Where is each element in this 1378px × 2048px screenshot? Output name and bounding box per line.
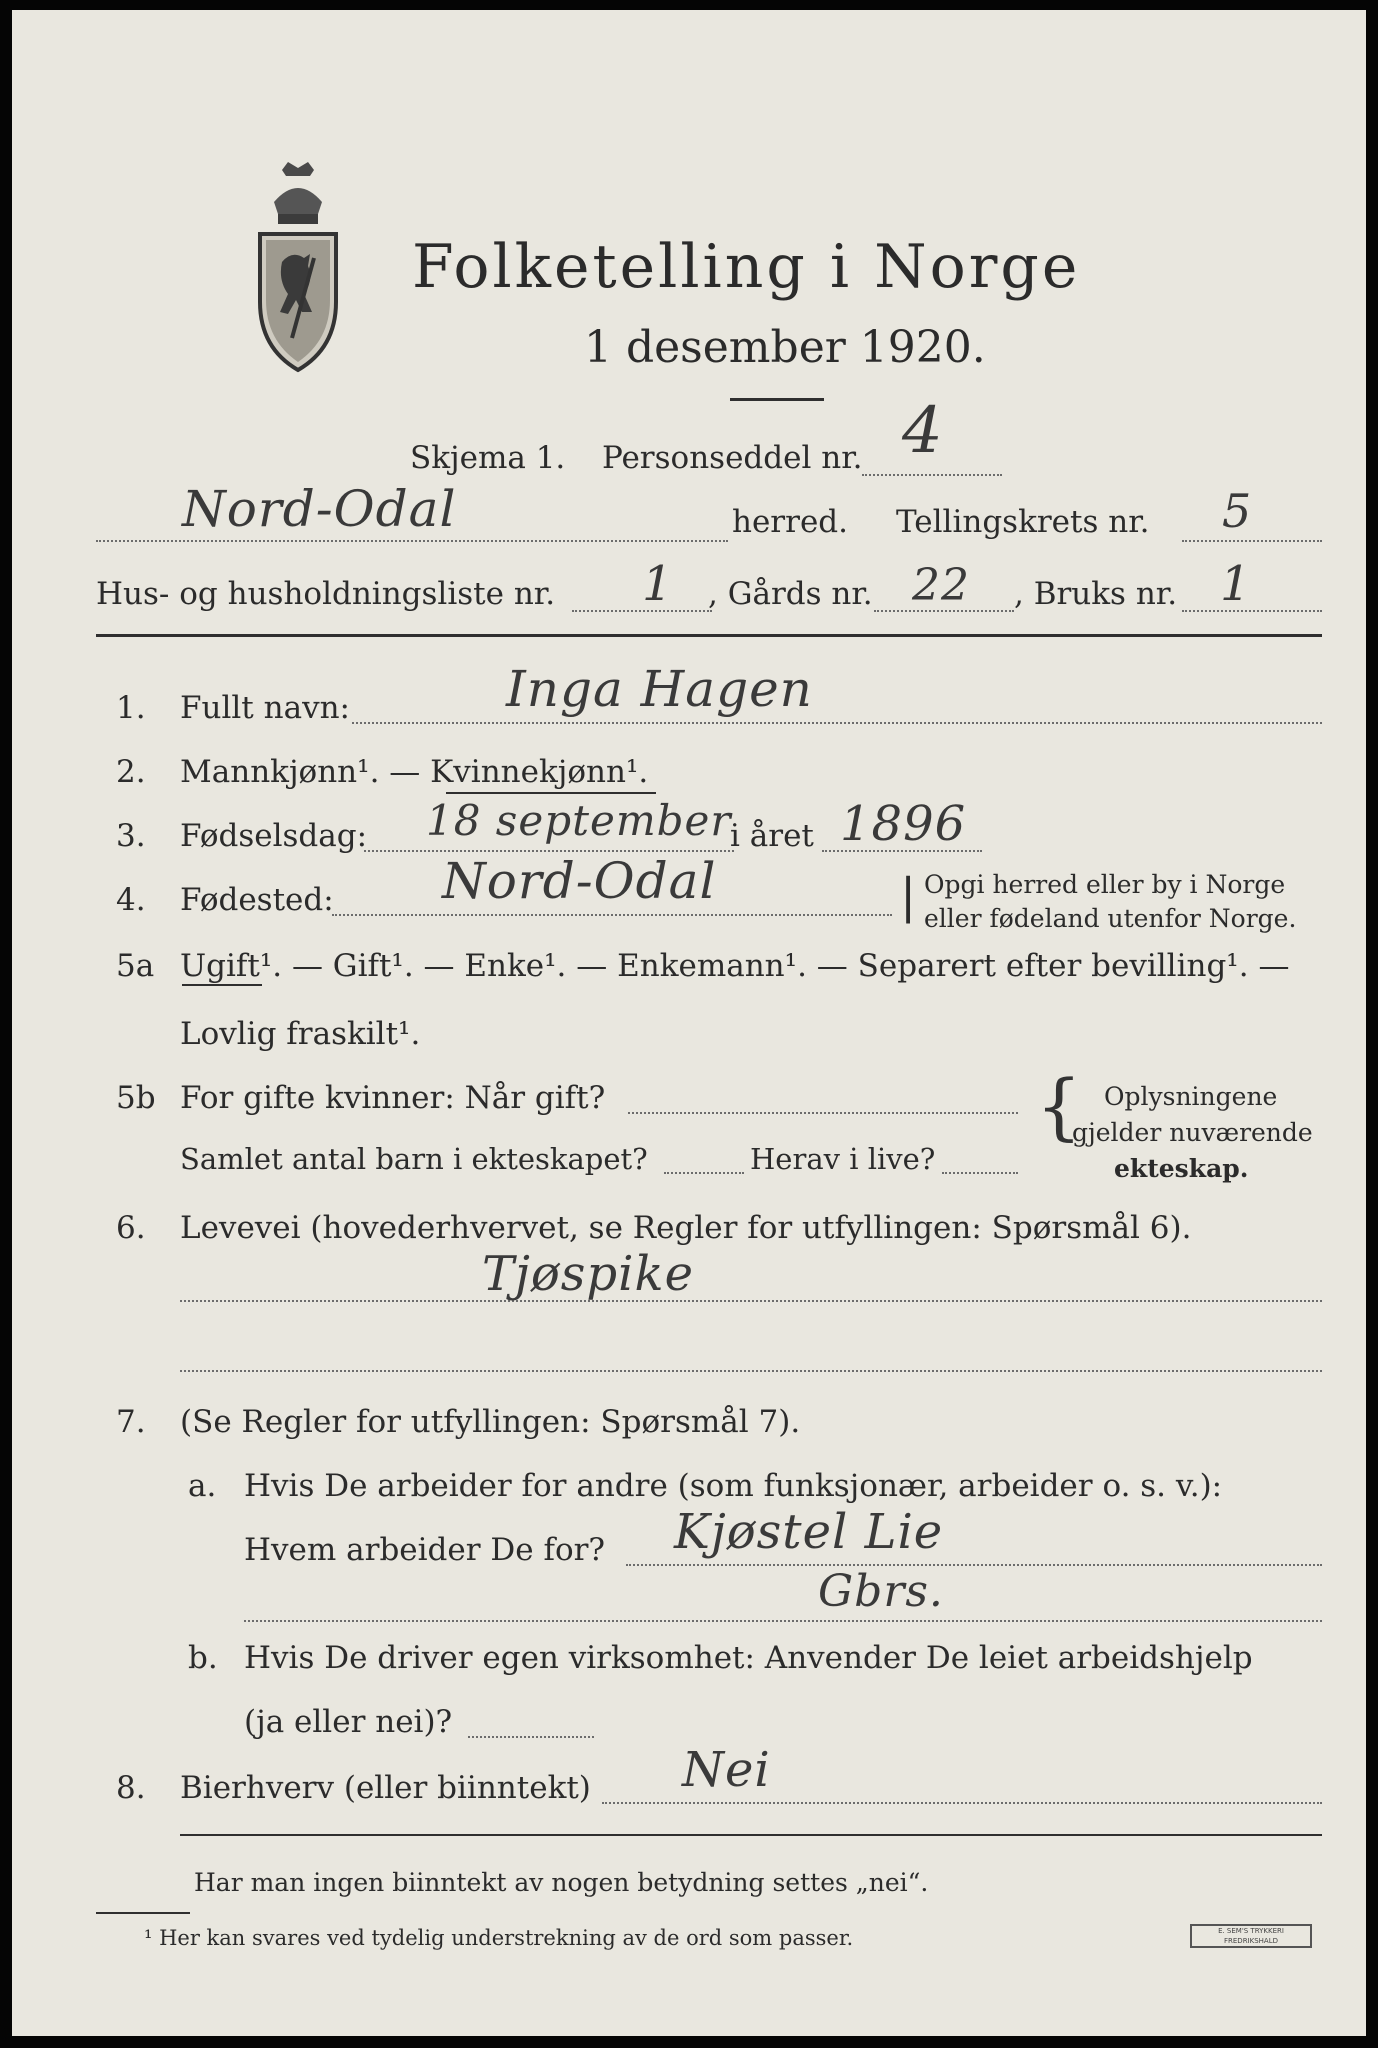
q5a-number: 5a bbox=[116, 948, 155, 984]
q4-note-1: Opgi herred eller by i Norge bbox=[924, 870, 1286, 899]
q7b-line-1: Hvis De driver egen virksomhet: Anvender De leiet arbeidshjelp bbox=[244, 1640, 1253, 1676]
tellingskrets-field[interactable] bbox=[1182, 540, 1322, 542]
personseddel-field[interactable] bbox=[862, 474, 1002, 476]
married-date-field[interactable] bbox=[628, 1112, 1018, 1114]
q5b-line-1: For gifte kvinner: Når gift? bbox=[180, 1080, 606, 1116]
herred-field[interactable] bbox=[96, 540, 728, 542]
q5a-label: Ugift¹. — Gift¹. — Enke¹. — Enkemann¹. — Separert efter bevilling¹. — bbox=[180, 948, 1290, 984]
q5b-note-1: Oplysningene bbox=[1104, 1082, 1278, 1111]
footnote: ¹ Her kan svares ved tydelig understrekning av de ord som passer. bbox=[144, 1926, 854, 1950]
q2-label: Mannkjønn¹. — Kvinnekjønn¹. bbox=[180, 754, 649, 790]
title-divider bbox=[730, 398, 824, 401]
employer-value-1: Kjøstel Lie bbox=[674, 1504, 944, 1560]
footer-note: Har man ingen biinntekt av nogen betydning settes „nei“. bbox=[194, 1868, 929, 1897]
side-income-value: Nei bbox=[682, 1742, 771, 1798]
employer-value-2: Gbrs. bbox=[818, 1566, 944, 1617]
form-title: Folketelling i Norge bbox=[412, 232, 1081, 302]
gards-label: , Gårds nr. bbox=[708, 576, 873, 612]
q3-number: 3. bbox=[116, 818, 146, 854]
bruks-field[interactable] bbox=[1182, 610, 1322, 612]
birthplace-value: Nord-Odal bbox=[442, 852, 717, 910]
q5a-label-2: Lovlig fraskilt¹. bbox=[180, 1016, 421, 1052]
skjema-label: Skjema 1. bbox=[410, 440, 566, 476]
q5a-underline bbox=[182, 984, 262, 986]
herred-label: herred. bbox=[732, 504, 848, 540]
children-alive-field[interactable] bbox=[942, 1172, 1018, 1174]
q3-label: Fødselsdag: bbox=[180, 818, 368, 854]
q7a-line-2: Hvem arbeider De for? bbox=[244, 1532, 606, 1568]
birthdate-value: 18 september bbox=[426, 796, 732, 845]
q6-number: 6. bbox=[116, 1210, 146, 1246]
children-total-field[interactable] bbox=[664, 1172, 744, 1174]
employer-field-1[interactable] bbox=[626, 1564, 1322, 1566]
occupation-field-2[interactable] bbox=[180, 1370, 1322, 1372]
herred-value: Nord-Odal bbox=[182, 480, 457, 538]
q4-bracket: | bbox=[900, 868, 917, 924]
q7b-line-2: (ja eller nei)? bbox=[244, 1704, 453, 1740]
q5b-number: 5b bbox=[116, 1080, 156, 1116]
q7a-line-1: Hvis De arbeider for andre (som funksjonær, arbeider o. s. v.): bbox=[244, 1468, 1223, 1504]
hus-value: 1 bbox=[642, 556, 674, 612]
birthplace-field[interactable] bbox=[332, 914, 892, 916]
q7a-letter: a. bbox=[188, 1468, 217, 1504]
gards-value: 22 bbox=[912, 560, 970, 611]
side-income-field[interactable] bbox=[602, 1802, 1322, 1804]
printer-stamp: E. SEM'S TRYKKERI FREDRIKSHALD bbox=[1190, 1924, 1312, 1948]
tellingskrets-label: Tellingskrets nr. bbox=[896, 504, 1150, 540]
occupation-field-1[interactable] bbox=[180, 1300, 1322, 1302]
hus-label: Hus- og husholdningsliste nr. bbox=[96, 576, 556, 612]
hired-help-field[interactable] bbox=[468, 1736, 594, 1738]
coat-of-arms-icon bbox=[252, 162, 344, 374]
footnote-rule bbox=[96, 1912, 190, 1914]
q8-number: 8. bbox=[116, 1770, 146, 1806]
q2-number: 2. bbox=[116, 754, 146, 790]
q5b-note-2: gjelder nuværende bbox=[1072, 1118, 1313, 1147]
q5b-line-2a: Samlet antal barn i ekteskapet? bbox=[180, 1142, 648, 1176]
q6-label: Levevei (hovederhvervet, se Regler for utfyllingen: Spørsmål 6). bbox=[180, 1210, 1192, 1246]
q1-label: Fullt navn: bbox=[180, 690, 350, 726]
q5b-note-3: ekteskap. bbox=[1114, 1154, 1249, 1183]
q5b-line-2b: Herav i live? bbox=[750, 1142, 936, 1176]
q4-note-2: eller fødeland utenfor Norge. bbox=[924, 904, 1297, 933]
q2-underline bbox=[446, 792, 656, 794]
tellingskrets-value: 5 bbox=[1222, 484, 1253, 538]
employer-field-2[interactable] bbox=[244, 1620, 1322, 1622]
occupation-value: Tjøspike bbox=[482, 1246, 694, 1302]
full-name-value: Inga Hagen bbox=[506, 660, 813, 718]
census-date: 1 desember 1920. bbox=[584, 322, 986, 373]
personseddel-value: 4 bbox=[902, 394, 944, 468]
bruks-label: , Bruks nr. bbox=[1014, 576, 1178, 612]
year-label: i året bbox=[730, 818, 814, 854]
q5b-brace: { bbox=[1036, 1064, 1082, 1148]
q7-number: 7. bbox=[116, 1404, 146, 1440]
bruks-value: 1 bbox=[1220, 556, 1252, 612]
q8-label: Bierhverv (eller biinntekt) bbox=[180, 1770, 591, 1806]
footer-rule bbox=[180, 1834, 1322, 1836]
birth-year-value: 1896 bbox=[840, 796, 967, 852]
census-form bbox=[12, 10, 1366, 2036]
full-name-field[interactable] bbox=[352, 722, 1322, 724]
q7-label: (Se Regler for utfyllingen: Spørsmål 7). bbox=[180, 1404, 801, 1440]
q4-number: 4. bbox=[116, 882, 146, 918]
q1-number: 1. bbox=[116, 690, 146, 726]
personseddel-label: Personseddel nr. bbox=[602, 440, 863, 476]
header-rule bbox=[96, 634, 1322, 637]
q4-label: Fødested: bbox=[180, 882, 334, 918]
q7b-letter: b. bbox=[188, 1640, 218, 1676]
